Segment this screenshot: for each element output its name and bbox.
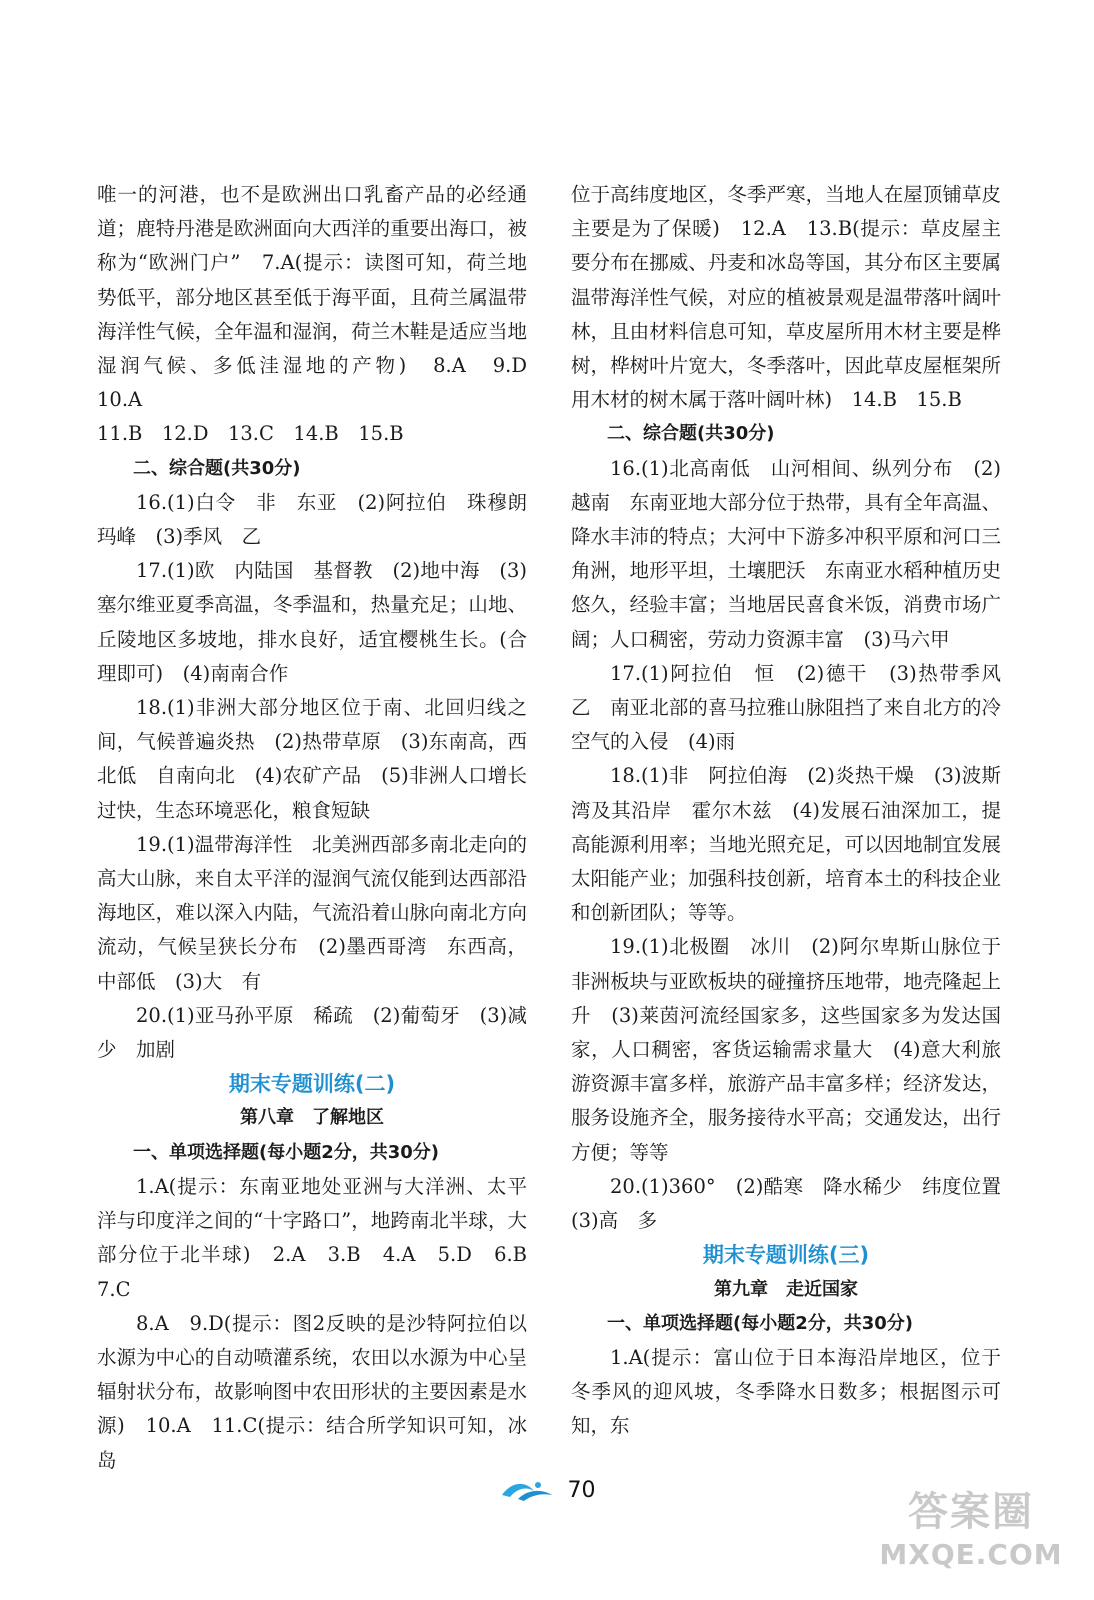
watermark-url: MXQE.COM (879, 1538, 1063, 1571)
right-column (571, 178, 1021, 1444)
paragraph: 位于高纬度地区，冬季严寒，当地人在屋顶铺草皮主要是为了保暖) 12.A 13.B(提示：草皮屋主要分布在挪威、丹麦和冰岛等国，其分布区主要属温带海洋性气候，对应的植被景观是温带落叶阔叶林，且由材料信息可知，草皮屋所用木材主要是桦树，桦树叶片宽大，冬季落叶，因此草皮屋框架所用木材的树木属于落叶阔叶林) 14.B 15.B (571, 183, 1001, 412)
leaf-ornament-icon (498, 1477, 556, 1503)
answer-1: 1.A(提示：富山位于日本海沿岸地区，位于冬季风的迎风坡，冬季降水日数多；根据图示可知，东 (571, 1345, 1001, 1438)
answer-16: 16.(1)白令 非 东亚 (2)阿拉伯 珠穆朗玛峰 (3)季风 乙 (97, 490, 527, 549)
section-heading: 一、单项选择题(每小题2分，共30分) (133, 1141, 440, 1163)
paragraph: 唯一的河港，也不是欧洲出口乳畜产品的必经通道；鹿特丹港是欧洲面向大西洋的重要出海口，被称为“欧洲门户” 7.A(提示：读图可知，荷兰地势低平，部分地区甚至低于海平面，且荷兰属温带海洋性气候，全年温和湿润，荷兰木鞋是适应当地湿润气候、多低洼湿地的产物) 8.A 9.D 10.A (97, 183, 547, 412)
paragraph: 11.B 12.D 13.C 14.B 15.B (97, 422, 404, 446)
watermark-logo: 答案圈 (908, 1489, 1034, 1535)
answer-20: 20.(1)360° (2)酷寒 降水稀少 纬度位置 (3)高 多 (571, 1174, 1021, 1233)
page-number: 70 (567, 1477, 596, 1503)
answer-18: 18.(1)非 阿拉伯海 (2)炎热干燥 (3)波斯湾及其沿岸 霍尔木兹 (4)发展石油深加工，提高能源利用率；当地光照充足，可以因地制宜发展太阳能产业；加强科技创新，培育本土的科技企业和创新团队；等等。 (571, 764, 1001, 925)
unit-title: 期末专题训练(二) (228, 1072, 396, 1097)
answer-17: 17.(1)欧 内陆国 基督教 (2)地中海 (3)塞尔维亚夏季高温，冬季温和，热量充足；山地、丘陵地区多坡地，排水良好，适宜樱桃生长。(合理即可) (4)南南合作 (97, 559, 527, 685)
left-column (97, 178, 547, 1478)
section-heading: 一、单项选择题(每小题2分，共30分) (607, 1312, 914, 1334)
answer-20: 20.(1)亚马孙平原 稀疏 (2)葡萄牙 (3)减少 加剧 (97, 1003, 527, 1062)
answer-19: 19.(1)北极圈 冰川 (2)阿尔卑斯山脉位于非洲板块与亚欧板块的碰撞挤压地带，地壳隆起上升 (3)莱茵河流经国家多，这些国家多为发达国家，人口稠密，客货运输需求量大 (4)意大利旅游资源丰富多样，旅游产品丰富多样；经济发达，服务设施齐全，服务接待水平高；交通发达，出行方便；等等 (571, 935, 1001, 1164)
answer-1: 1.A(提示：东南亚地处亚洲与大洋洲、太平洋与印度洋之间的“十字路口”，地跨南北半球，大部分位于北半球) 2.A 3.B 4.A 5.D 6.B 7.C (97, 1174, 547, 1301)
answer-17: 17.(1)阿拉伯 恒 (2)德干 (3)热带季风 乙 南亚北部的喜马拉雅山脉阻挡了来自北方的冷空气的入侵 (4)雨 (571, 661, 1021, 754)
answer-16: 16.(1)北高南低 山河相间、纵列分布 (2)越南 东南亚地大部分位于热带，具有全年高温、降水丰沛的特点；大河中下游多冲积平原和河口三角洲，地形平坦，土壤肥沃 东南亚水稻种植历史悠久，经验丰富；当地居民喜食米饭，消费市场广阔；人口稠密，劳动力资源丰富 (3)马六甲 (571, 456, 1001, 651)
answer-18: 18.(1)非洲大部分地区位于南、北回归线之间，气候普遍炎热 (2)热带草原 (3)东南高，西北低 自南向北 (4)农矿产品 (5)非洲人口增长过快，生态环境恶化，粮食短缺 (97, 696, 527, 822)
watermark (876, 1486, 1066, 1586)
unit-title: 期末专题训练(三) (702, 1243, 870, 1268)
section-heading: 二、综合题(共30分) (133, 457, 301, 479)
section-heading: 二、综合题(共30分) (607, 423, 775, 445)
chapter-title: 第九章 走近国家 (714, 1278, 858, 1300)
chapter-title: 第八章 了解地区 (240, 1107, 384, 1129)
answer-8: 8.A 9.D(提示：图2反映的是沙特阿拉伯以水源为中心的自动喷灌系统，农田以水源为中心呈辐射状分布，故影响图中农田形状的主要因素是水源) 10.A 11.C(提示：结合所学知识可知，冰岛 (97, 1311, 527, 1472)
answer-19: 19.(1)温带海洋性 北美洲西部多南北走向的高大山脉，来自太平洋的湿润气流仅能到达西部沿海地区，难以深入内陆，气流沿着山脉向南北方向流动，气候呈狭长分布 (2)墨西哥湾 东西高，中部低 (3)大 有 (97, 832, 527, 993)
